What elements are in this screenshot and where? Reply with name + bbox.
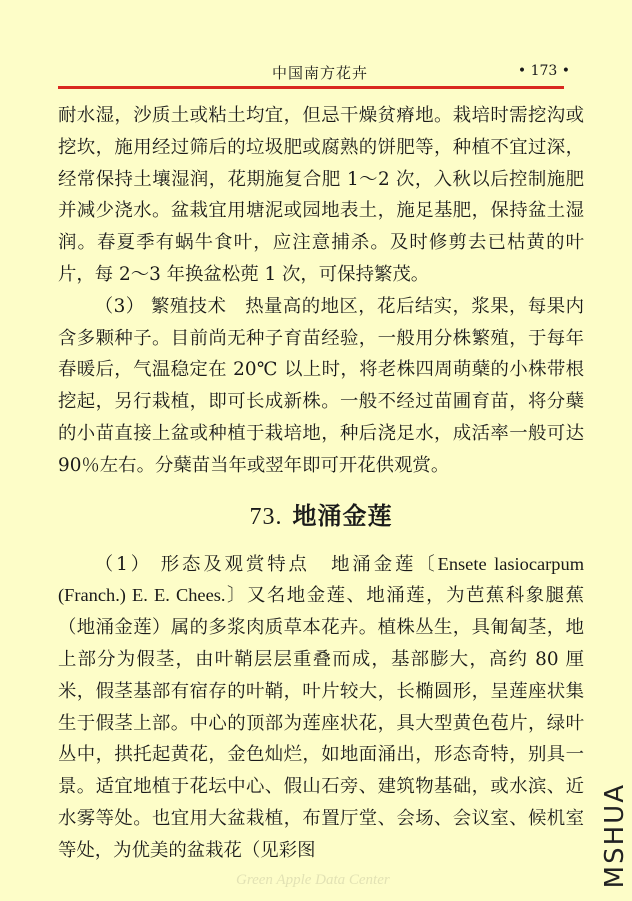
watermark-text: Green Apple Data Center <box>236 872 390 888</box>
paragraph-morphology <box>58 549 584 867</box>
latin-name: Ensete lasiocarpum (Franch.) E. E. Chees. <box>58 553 584 606</box>
section-title: 地涌金莲 <box>292 501 393 530</box>
header-rule <box>58 86 564 89</box>
morphology-lead: （1） 形态及观赏特点 地涌金莲〔 <box>94 553 438 575</box>
paragraph-propagation: （3） 繁殖技术 热量高的地区，花后结实，浆果，每果内含多颗种子。目前尚无种子育苗经验，一般用分株繁殖，于每年春暖后，气温稳定在 20℃ 以上时，将老株四周萌蘖的小株带根挖起，另行栽植，即可长成新株。一般不经过苗圃育苗，将分蘖的小苗直接上盆或种植于栽培地，种后浇足水，成活率一般可达 90％左右。分蘖苗当年或翌年即可开花供观赏。 <box>58 295 584 476</box>
page-number: • 173 • <box>517 63 570 79</box>
side-stamp: MSHUA <box>600 783 630 889</box>
running-title: 中国南方花卉 <box>272 64 369 82</box>
section-number: 73. <box>249 503 283 530</box>
section-heading <box>58 496 584 531</box>
page-content <box>58 100 584 867</box>
paragraph-cultivation: 耐水湿，沙质土或粘土均宜，但忌干燥贫瘠地。栽培时需挖沟或挖坎，施用经过筛后的垃圾肥或腐熟的饼肥等，种植不宜过深，经常保持土壤湿润，花期施复合肥 1～2 次，入秋以后控制施肥并减少浇水。盆栽宜用塘泥或园地表土，施足基肥，保持盆土湿润。春夏季有蜗牛食叶，应注意捕杀。及时修剪去已枯黄的叶片，每 2～3 年换盆松蔸 1 次，可保持繁茂。 <box>58 105 584 285</box>
morphology-text: 〕又名地金莲、地涌莲，为芭蕉科象腿蕉（地涌金莲）属的多浆肉质草本花卉。植株丛生，具匍匐茎，地上部分为假茎，由叶鞘层层重叠而成，基部膨大，高约 80 厘米，假茎基部有宿存的叶鞘，叶片较大，长椭圆形，呈莲座状集生于假茎上部。中心的顶部为莲座状花，具大型黄色苞片，绿叶丛中，拱托起黄花，金色灿烂，如地面涌出，形态奇特，别具一景。适宜地植于花坛中心、假山石旁、建筑物基础，或水滨、近水雾等处。也宜用大盆栽植，布置厅堂、会场、会议室、候机室等处，为优美的盆栽花（见彩图 <box>58 585 584 861</box>
